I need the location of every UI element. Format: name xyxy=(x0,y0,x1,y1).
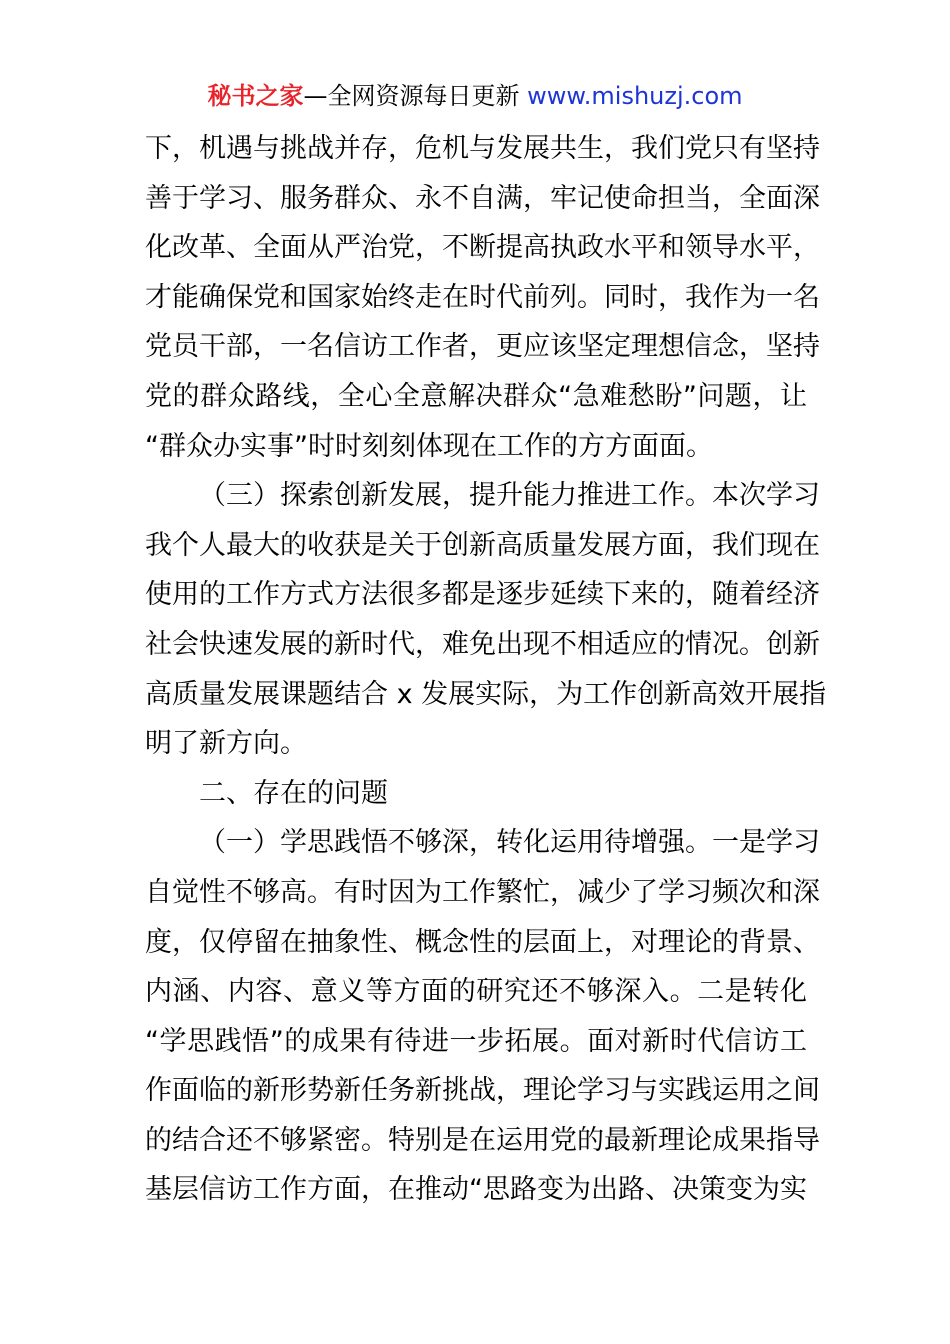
text-line: 内涵、内容、意义等方面的研究还不够深入。二是转化 xyxy=(145,976,807,1008)
document-body xyxy=(145,124,827,1215)
text-line: “学思践悟”的成果有待进一步拓展。面对新时代信访工 xyxy=(145,1025,807,1057)
site-header xyxy=(0,80,950,112)
text-line: 下，机遇与挑战并存，危机与发展共生，我们党只有坚持 xyxy=(145,133,820,164)
text-line: 使用的工作方式方法很多都是逐步延续下来的，随着经济 xyxy=(145,579,820,611)
text-line: 度，仅停留在抽象性、概念性的层面上，对理论的背景、 xyxy=(145,926,820,958)
text-line: 明了新方向。 xyxy=(145,728,307,760)
site-url-link[interactable]: www.mishuzj.com xyxy=(527,82,743,110)
text-line: 高质量发展课题结合 x 发展实际，为工作创新高效开展指 xyxy=(145,678,827,710)
text-line: 善于学习、服务群众、永不自满，牢记使命担当，全面深 xyxy=(145,182,820,214)
site-brand: 秘书之家 xyxy=(207,82,304,110)
text-line: 党员干部，一名信访工作者，更应该坚定理想信念，坚持 xyxy=(145,331,820,363)
text-line: “群众办实事”时时刻刻体现在工作的方方面面。 xyxy=(145,430,713,462)
text-line: 我个人最大的收获是关于创新高质量发展方面，我们现在 xyxy=(145,529,820,561)
text-line: 的结合还不够紧密。特别是在运用党的最新理论成果指导 xyxy=(145,1124,820,1156)
text-line: 自觉性不够高。有时因为工作繁忙，减少了学习频次和深 xyxy=(145,876,820,908)
text-line: 作面临的新形势新任务新挑战，理论学习与实践运用之间 xyxy=(145,1075,820,1107)
text-line: （一）学思践悟不够深，转化运用待增强。一是学习 xyxy=(199,827,820,859)
text-line: 才能确保党和国家始终走在时代前列。同时，我作为一名 xyxy=(145,281,820,313)
text-line: 社会快速发展的新时代，难免出现不相适应的情况。创新 xyxy=(145,628,820,660)
text-line: （三）探索创新发展，提升能力推进工作。本次学习 xyxy=(199,480,820,512)
site-tagline: —全网资源每日更新 xyxy=(303,82,528,110)
text-line: 基层信访工作方面，在推动“思路变为出路、决策变为实 xyxy=(145,1174,807,1206)
text-line: 党的群众路线，全心全意解决群众“急难愁盼”问题，让 xyxy=(145,380,807,412)
text-line: 二、存在的问题 xyxy=(199,777,388,809)
text-line: 化改革、全面从严治党，不断提高执政水平和领导水平， xyxy=(145,232,820,264)
